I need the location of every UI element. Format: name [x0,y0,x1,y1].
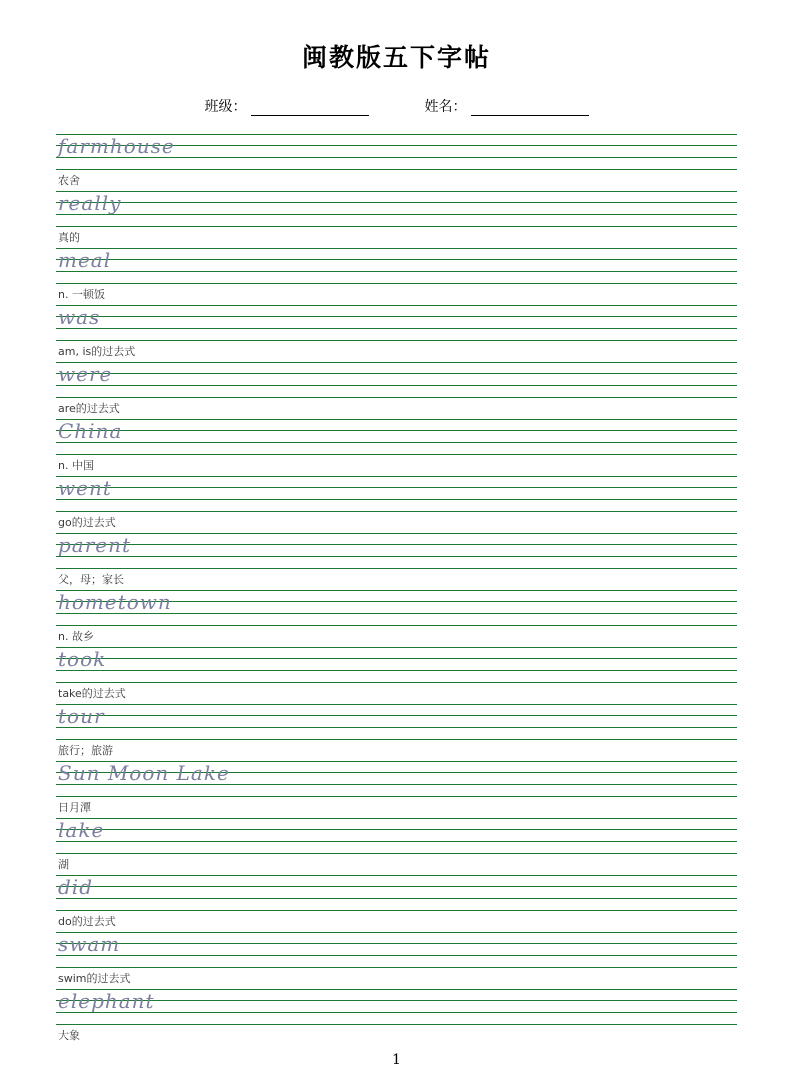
staff-lines [56,647,737,683]
staff-line [56,191,737,192]
vocabulary-word: Sun Moon Lake [58,761,230,785]
vocabulary-word: swam [58,932,121,956]
staff-line [56,670,737,671]
translation-row [56,341,737,362]
staff-line [56,841,737,842]
staff-line [56,419,737,420]
practice-entry [56,875,737,932]
vocabulary-word: really [58,191,122,215]
class-label: 班级： [204,99,247,115]
staff-line [56,875,737,876]
staff-line [56,362,737,363]
staff-line [56,704,737,705]
translation-row [56,683,737,704]
translation-row [56,968,737,989]
staff-lines [56,248,737,284]
practice-entry [56,191,737,248]
practice-entry [56,818,737,875]
vocabulary-word: was [58,305,101,329]
vocabulary-word: elephant [58,989,155,1013]
staff-line [56,898,737,899]
name-blank-line[interactable] [471,101,589,116]
student-info-row [56,96,737,116]
vocabulary-word: parent [58,533,132,557]
staff-lines [56,305,737,341]
staff-lines [56,533,737,569]
vocabulary-word: lake [58,818,105,842]
staff-line [56,430,737,431]
word-translation: n. 故乡 [58,630,94,643]
translation-row [56,911,737,932]
staff-lines [56,761,737,797]
vocabulary-word: farmhouse [58,134,175,158]
word-translation: 日月潭 [58,801,91,814]
translation-row [56,512,737,533]
staff-lines [56,476,737,512]
staff-line [56,727,737,728]
staff-lines [56,818,737,854]
translation-row [56,398,737,419]
word-translation: 湖 [58,858,69,871]
practice-entry [56,647,737,704]
handwriting-sheet [56,134,737,1046]
class-field [205,96,369,116]
practice-entry [56,761,737,818]
translation-row [56,227,737,248]
vocabulary-word: tour [58,704,105,728]
staff-line [56,1012,737,1013]
staff-line [56,544,737,545]
staff-line [56,829,737,830]
page-title: 闽教版五下字帖 [301,43,491,72]
practice-entry [56,362,737,419]
word-translation: am, is的过去式 [58,345,136,358]
vocabulary-word: went [58,476,112,500]
translation-row [56,797,737,818]
staff-line [56,715,737,716]
staff-line [56,305,737,306]
word-translation: 真的 [58,231,80,244]
staff-line [56,647,737,648]
staff-lines [56,590,737,626]
staff-line [56,818,737,819]
word-translation: n. 一顿饭 [58,288,105,301]
word-translation: take的过去式 [58,687,126,700]
practice-entry [56,419,737,476]
staff-line [56,259,737,260]
staff-line [56,316,737,317]
staff-lines [56,932,737,968]
staff-line [56,328,737,329]
staff-line [56,373,737,374]
word-translation: go的过去式 [58,516,116,529]
practice-entry [56,590,737,647]
staff-lines [56,875,737,911]
practice-entry [56,932,737,989]
class-blank-line[interactable] [251,101,369,116]
staff-line [56,932,737,933]
word-translation: swim的过去式 [58,972,131,985]
staff-line [56,499,737,500]
translation-row [56,854,737,875]
practice-entry [56,305,737,362]
staff-line [56,533,737,534]
word-translation: do的过去式 [58,915,116,928]
vocabulary-word: were [58,362,113,386]
vocabulary-word: hometown [58,590,172,614]
staff-line [56,1000,737,1001]
translation-row [56,626,737,647]
practice-entry [56,134,737,191]
staff-line [56,248,737,249]
translation-row [56,170,737,191]
staff-line [56,658,737,659]
staff-lines [56,134,737,170]
staff-line [56,385,737,386]
practice-entry [56,533,737,590]
staff-line [56,886,737,887]
staff-lines [56,191,737,227]
staff-line [56,943,737,944]
word-translation: 大象 [58,1029,80,1042]
staff-line [56,271,737,272]
name-label: 姓名： [424,99,467,115]
staff-line [56,487,737,488]
practice-entry [56,704,737,761]
vocabulary-word: meal [58,248,112,272]
practice-entry [56,989,737,1046]
staff-line [56,202,737,203]
word-translation: 农舍 [58,174,80,187]
staff-line [56,556,737,557]
translation-row [56,455,737,476]
word-translation: 旅行；旅游 [58,744,113,757]
word-translation: n. 中国 [58,459,94,472]
staff-lines [56,989,737,1025]
staff-line [56,214,737,215]
word-translation: 父，母；家长 [58,573,124,586]
word-translation: are的过去式 [58,402,120,415]
staff-line [56,989,737,990]
staff-lines [56,419,737,455]
staff-line [56,476,737,477]
staff-line [56,442,737,443]
page-number: 1 [392,1052,401,1068]
staff-lines [56,362,737,398]
staff-line [56,955,737,956]
vocabulary-word: did [58,875,94,899]
practice-entry [56,248,737,305]
vocabulary-word: took [58,647,107,671]
practice-entry [56,476,737,533]
translation-row [56,1025,737,1046]
name-field [425,96,589,116]
translation-row [56,284,737,305]
staff-lines [56,704,737,740]
vocabulary-word: China [58,419,123,443]
